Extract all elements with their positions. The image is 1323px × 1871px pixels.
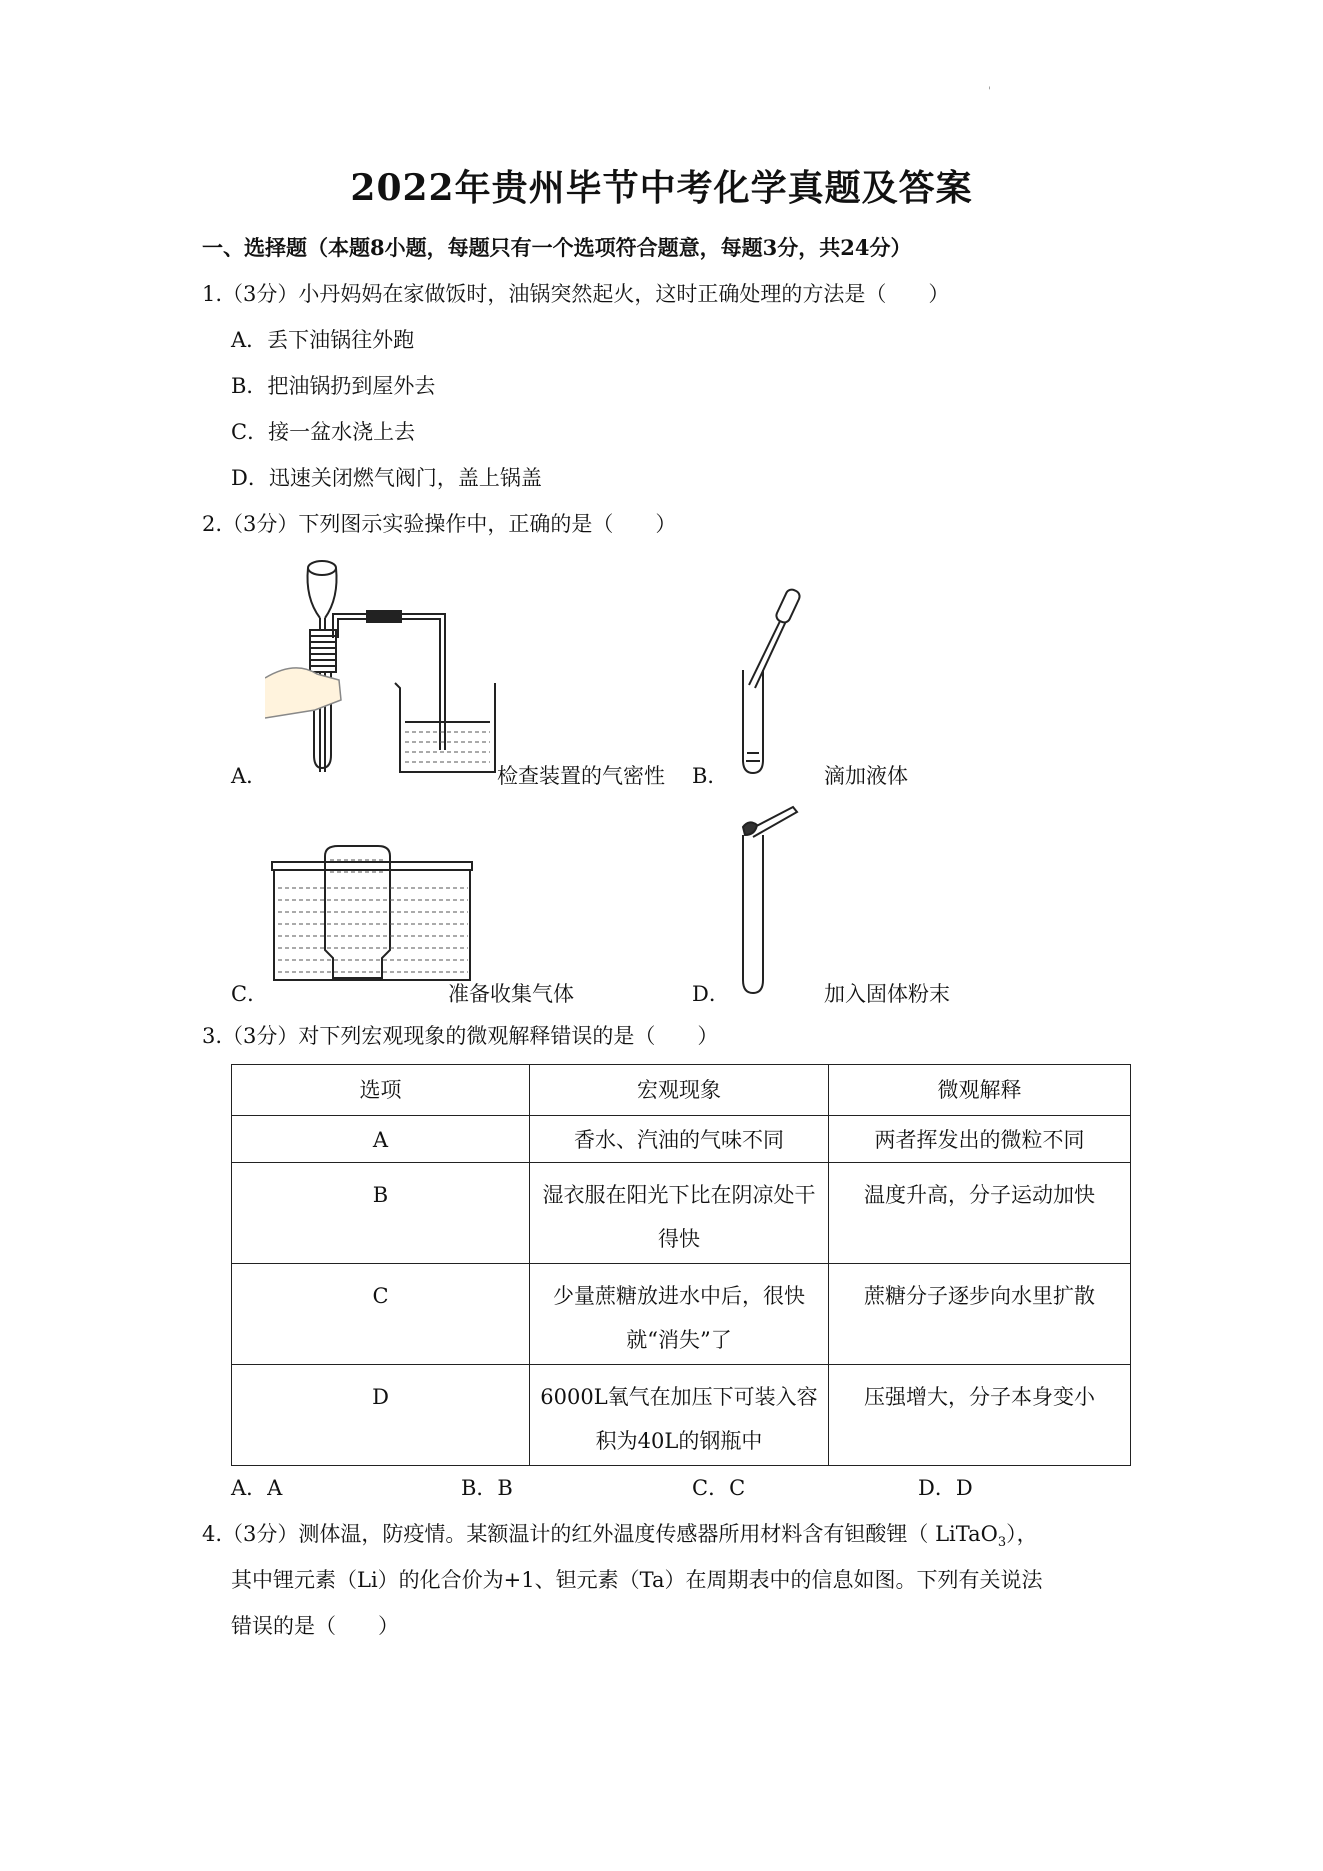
page-title: 2022年贵州毕节中考化学真题及答案 [350, 167, 973, 209]
q4-line-1 [202, 1518, 1038, 1550]
q2-figure-a-label: 检查装置的气密性 [497, 764, 665, 788]
table-cell: 温度升高，分子运动加快 [829, 1163, 1131, 1264]
table-cell: 香水、汽油的气味不同 [530, 1116, 829, 1163]
q4-line-3: 错误的是（ ） [231, 1614, 399, 1638]
section-heading: 一、选择题（本题8小题，每题只有一个选项符合题意，每题3分，共24分） [202, 235, 912, 260]
q2-figure-d-letter: D． [692, 982, 730, 1006]
q1-option-b: B．把油锅扔到屋外去 [231, 374, 436, 398]
q1-option-c: C．接一盆水浇上去 [231, 420, 416, 444]
q2-figure-c-letter: C． [231, 982, 269, 1006]
table-header-cell: 微观解释 [829, 1065, 1131, 1116]
table-cell: B [232, 1163, 530, 1264]
q2-figure-b-label: 滴加液体 [824, 764, 908, 788]
q3-answer-a: A．A [231, 1476, 283, 1500]
q2-figure-a-letter: A． [231, 764, 268, 788]
table-header-cell: 选项 [232, 1065, 530, 1116]
q3-answer-d: D．D [918, 1476, 973, 1500]
table-cell: 湿衣服在阳光下比在阴凉处干得快 [530, 1163, 829, 1264]
q3-stem: 3.（3分）对下列宏观现象的微观解释错误的是（ ） [202, 1024, 719, 1048]
q2-figure-d-label: 加入固体粉末 [824, 982, 950, 1006]
q2-stem: 2.（3分）下列图示实验操作中，正确的是（ ） [202, 512, 677, 536]
q4-line-1-suffix: ）， [1006, 1522, 1038, 1546]
solid-powder-figure [735, 805, 805, 997]
airtightness-check-figure [265, 550, 505, 775]
table-cell: 蔗糖分子逐步向水里扩散 [829, 1264, 1131, 1365]
q1-option-a: A．丢下油锅往外跑 [231, 328, 415, 352]
q2-figure-b-letter: B． [692, 764, 729, 788]
q2-figure-c-label: 准备收集气体 [448, 982, 574, 1006]
table-row [232, 1116, 1131, 1163]
table-cell: C [232, 1264, 530, 1365]
q3-answer-b: B．B [461, 1476, 513, 1500]
q4-line-2: 其中锂元素（Li）的化合价为+1、钽元素（Ta）在周期表中的信息如图。下列有关说法 [231, 1568, 1043, 1592]
table-row [232, 1163, 1131, 1264]
table-row [232, 1365, 1131, 1466]
corner-mark: ' [988, 86, 991, 97]
q1-option-d: D．迅速关闭燃气阀门，盖上锅盖 [231, 466, 542, 490]
table-row [232, 1264, 1131, 1365]
table-cell: 压强增大，分子本身变小 [829, 1365, 1131, 1466]
table-header-cell: 宏观现象 [530, 1065, 829, 1116]
table-cell: 6000L氧气在加压下可装入容积为40L的钢瓶中 [530, 1365, 829, 1466]
q4-line-1-prefix: 4.（3分）测体温，防疫情。某额温计的红外温度传感器所用材料含有钽酸锂（ LiTaO [202, 1522, 998, 1546]
table-cell: 少量蔗糖放进水中后，很快就“消失”了 [530, 1264, 829, 1365]
q4-formula-subscript: 3 [997, 1535, 1007, 1551]
micro-explanation-table [231, 1064, 1131, 1466]
table-header-row [232, 1065, 1131, 1116]
q1-stem: 1.（3分）小丹妈妈在家做饭时，油锅突然起火，这时正确处理的方法是（ ） [202, 282, 950, 306]
table-cell: 两者挥发出的微粒不同 [829, 1116, 1131, 1163]
table-cell: A [232, 1116, 530, 1163]
gas-collection-figure [270, 840, 480, 985]
dropper-figure [735, 585, 810, 780]
q3-answer-c: C．C [692, 1476, 746, 1500]
table-cell: D [232, 1365, 530, 1466]
